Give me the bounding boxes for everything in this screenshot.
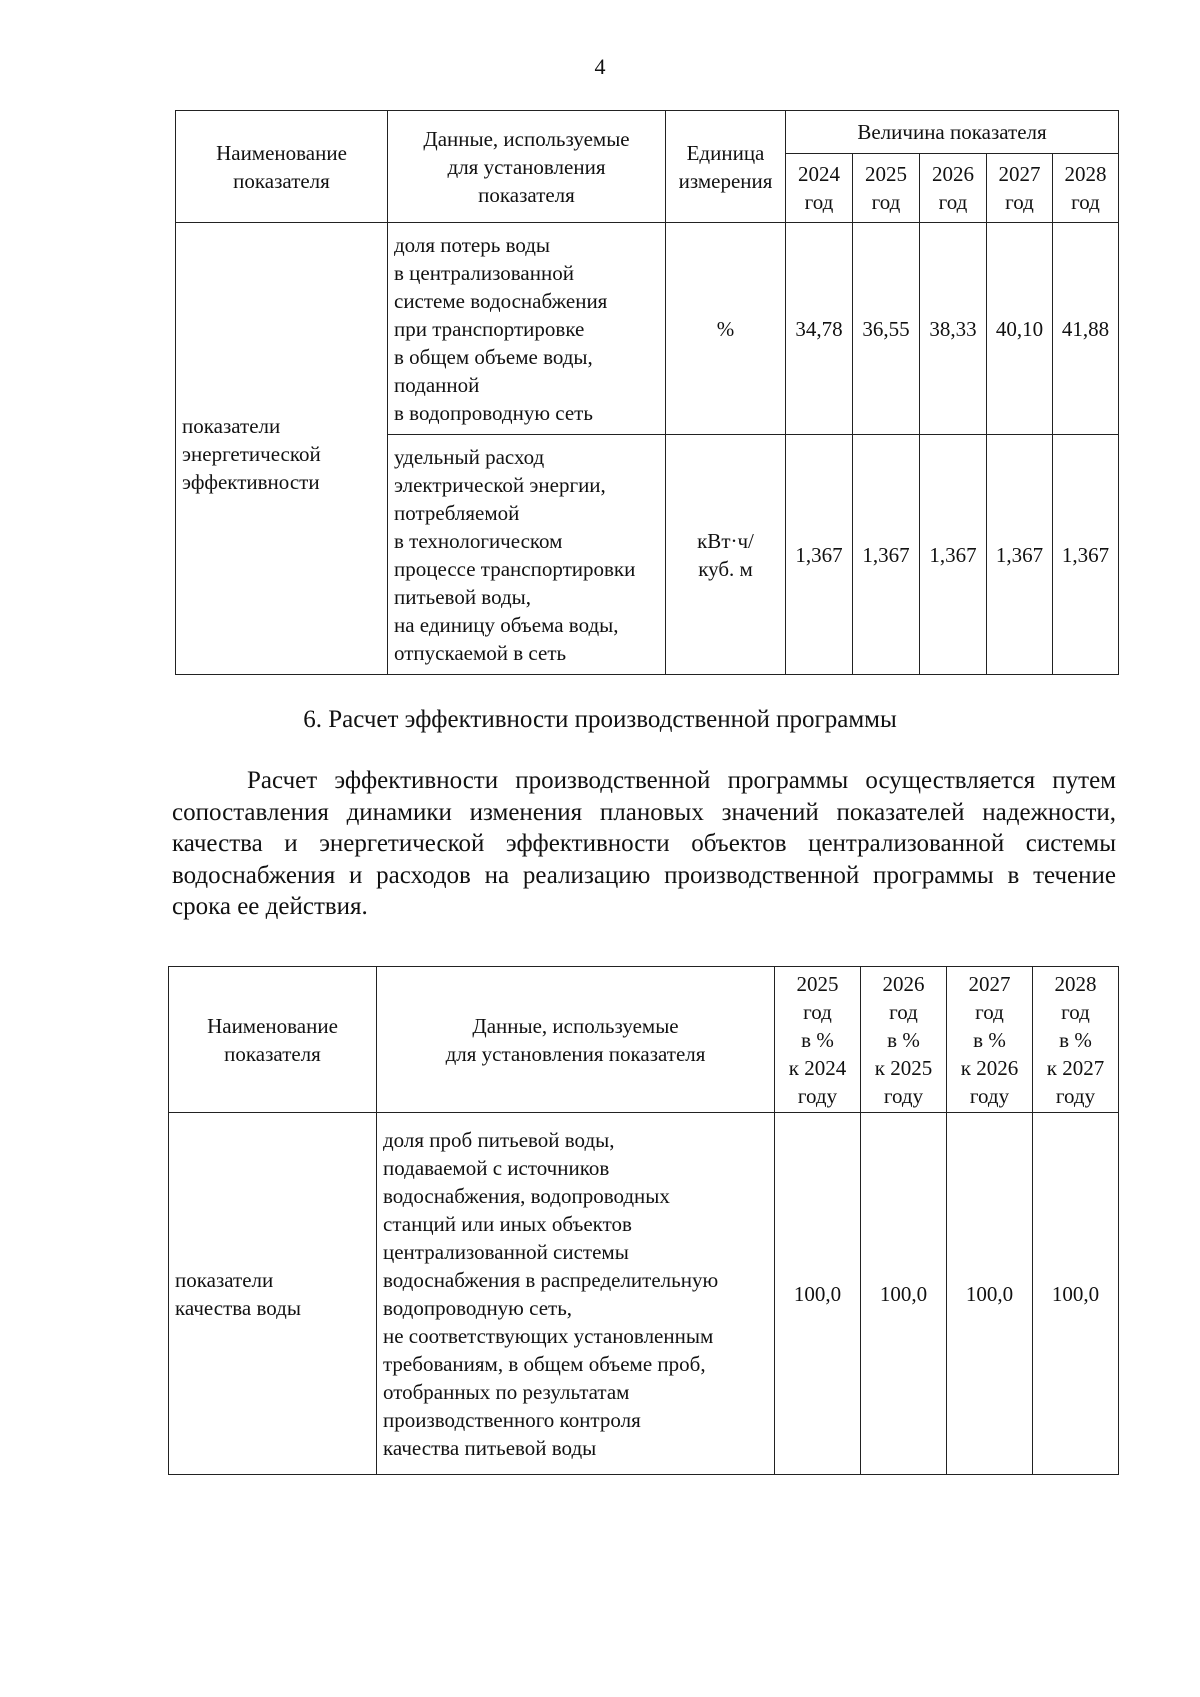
row-data-description: доля потерь воды в централизованной системе водоснабжения при транспортировке в общем объеме воды, поданной в водопроводную сеть [388, 223, 666, 435]
header-year-ratio: 2028 год в % к 2027 году [1033, 967, 1119, 1113]
energy-efficiency-table [175, 110, 1119, 675]
header-unit: Единица измерения [666, 111, 786, 223]
page-number: 4 [594, 54, 606, 79]
efficiency-calculation-table [168, 966, 1119, 1475]
header-data-used: Данные, используемые для установления показателя [377, 967, 775, 1113]
header-indicator-name: Наименование показателя [169, 967, 377, 1113]
header-indicator-value: Величина показателя [786, 111, 1119, 154]
value-cell: 100,0 [861, 1113, 947, 1475]
value-cell: 100,0 [775, 1113, 861, 1475]
value-cell: 34,78 [786, 223, 853, 435]
header-year: 2024 год [786, 154, 853, 223]
row-unit: кВт·ч/ куб. м [666, 435, 786, 675]
table-row [176, 223, 1119, 435]
header-indicator-name: Наименование показателя [176, 111, 388, 223]
value-cell: 1,367 [987, 435, 1053, 675]
header-year-ratio: 2026 год в % к 2025 году [861, 967, 947, 1113]
row-indicator-name: показатели качества воды [169, 1113, 377, 1475]
value-cell: 40,10 [987, 223, 1053, 435]
row-data-description: удельный расход электрической энергии, потребляемой в технологическом процессе транспортировки питьевой воды, на единицу объема воды, отпускаемой в сеть [388, 435, 666, 675]
value-cell: 1,367 [1053, 435, 1119, 675]
body-paragraph: Расчет эффективности производственной программы осуществляется путем сопоставления динамики изменения плановых значений показателей надежности, качества и энергетической эффективности объектов централизованной системы водоснабжения и расходов на реализацию производственной программы в течение срока ее действия. [172, 767, 1116, 920]
row-unit: % [666, 223, 786, 435]
header-year: 2027 год [987, 154, 1053, 223]
value-cell: 100,0 [947, 1113, 1033, 1475]
value-cell: 1,367 [786, 435, 853, 675]
value-cell: 38,33 [920, 223, 987, 435]
header-year-ratio: 2027 год в % к 2026 году [947, 967, 1033, 1113]
header-data-used: Данные, используемые для установления показателя [388, 111, 666, 223]
table-row [169, 1113, 1119, 1475]
value-cell: 1,367 [920, 435, 987, 675]
row-group-label: показатели энергетической эффективности [176, 223, 388, 675]
value-cell: 100,0 [1033, 1113, 1119, 1475]
row-data-description: доля проб питьевой воды, подаваемой с источников водоснабжения, водопроводных станций или иных объектов централизованной системы водоснабжения в распределительную водопроводную сеть, не соответствующих установленным требованиям, в общем объеме проб, отобранных по результатам производственного контроля качества питьевой воды [377, 1113, 775, 1475]
header-year: 2026 год [920, 154, 987, 223]
value-cell: 36,55 [853, 223, 920, 435]
value-cell: 1,367 [853, 435, 920, 675]
header-year-ratio: 2025 год в % к 2024 году [775, 967, 861, 1113]
value-cell: 41,88 [1053, 223, 1119, 435]
section-title: 6. Расчет эффективности производственной программы [303, 706, 897, 733]
header-year: 2028 год [1053, 154, 1119, 223]
header-year: 2025 год [853, 154, 920, 223]
